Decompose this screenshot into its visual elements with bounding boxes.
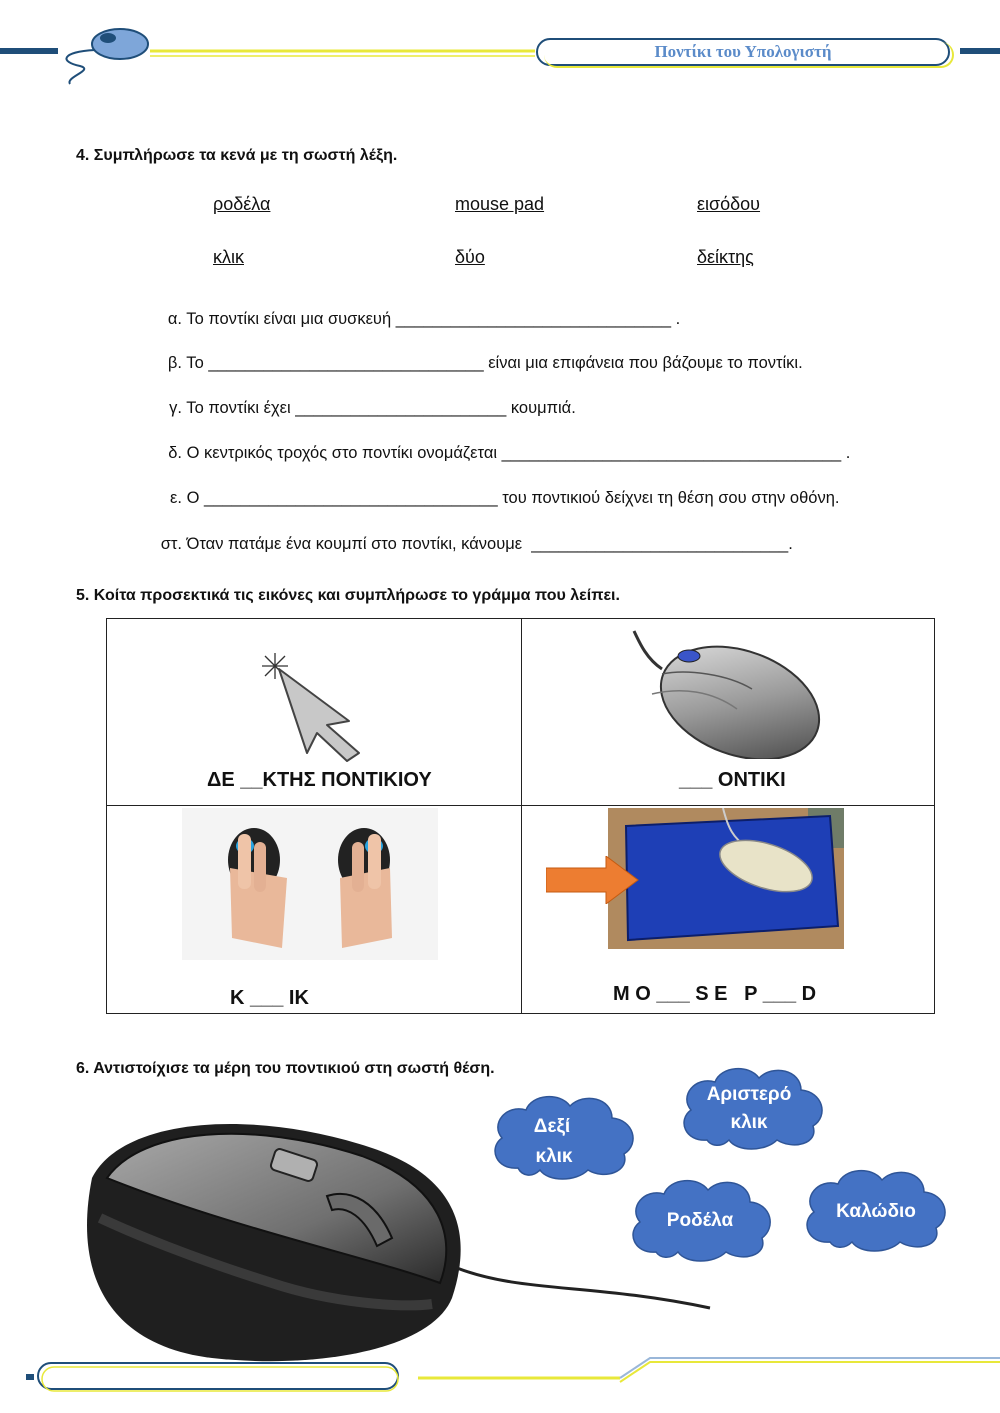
cell-label: Μ Ο ___ S E P ___ D	[613, 983, 817, 1005]
cell-label: ΔΕ __ΚΤΗΣ ΠΟΝΤΙΚΙΟΥ	[207, 769, 432, 791]
cell-label: ___ ΟΝΤΙΚΙ	[679, 769, 786, 791]
sentence-label: β.	[167, 354, 182, 372]
sentence-text: Το ______________________________ είναι μια επιφάνεια που βάζουμε το ποντίκι.	[186, 354, 803, 372]
page-title: Ποντίκι του Υπολογιστή	[536, 38, 950, 66]
sentence-text: Όταν πατάμε ένα κουμπί στο ποντίκι, κάνουμε ____________________________.	[186, 535, 793, 553]
cloud-label-cable	[800, 1164, 952, 1254]
cloud-text: κλικ	[535, 1146, 573, 1167]
word-bank-item: δύο	[455, 247, 485, 267]
cloud-text: Ροδέλα	[666, 1210, 734, 1231]
word-bank-item: δείκτης	[697, 247, 754, 267]
fill-sentence	[146, 354, 803, 373]
orange-arrow-icon	[546, 856, 642, 904]
computer-mouse-icon	[632, 629, 822, 759]
hands-clicking-icon	[182, 808, 438, 960]
cloud-label-scroll-wheel	[626, 1174, 776, 1264]
fill-sentence	[146, 444, 850, 463]
sentence-text: Ο κεντρικός τροχός στο ποντίκι ονομάζεται _____________________________________ .	[186, 444, 851, 462]
sentence-label: ε.	[170, 489, 182, 507]
word-bank-item: ροδέλα	[213, 194, 271, 214]
footer-decoration	[0, 1350, 1000, 1400]
pointer-cursor-icon	[257, 649, 367, 764]
mouse-pad-photo	[608, 808, 844, 949]
cloud-text: Δεξί	[533, 1116, 571, 1137]
mouse-logo-icon	[66, 29, 148, 84]
word-bank-item: κλικ	[213, 247, 244, 267]
word-bank-item: mouse pad	[455, 194, 545, 214]
section6-title: 6. Αντιστοίχισε τα μέρη του ποντικιού στη σωστή θέση.	[76, 1060, 495, 1077]
sentence-text: Ο ________________________________ του ποντικιού δείχνει τη θέση σου στην οθόνη.	[186, 489, 840, 507]
cloud-text: Καλώδιο	[836, 1201, 916, 1222]
word-bank-item: εισόδου	[697, 194, 761, 214]
fill-sentence	[146, 310, 680, 329]
sentence-label: α.	[167, 310, 182, 328]
cell-label: Κ ___ ΙΚ	[230, 987, 309, 1009]
cloud-text: Αριστερό	[706, 1084, 792, 1105]
fill-sentence	[146, 535, 793, 554]
cloud-label-left-click	[677, 1062, 829, 1150]
sentence-label: δ.	[168, 444, 182, 462]
fill-sentence	[146, 489, 839, 508]
picture-grid	[106, 618, 935, 1014]
sentence-text: Το ποντίκι έχει _______________________ κουμπιά.	[186, 399, 576, 417]
sentence-label: γ.	[169, 399, 182, 417]
section4-title: 4. Συμπλήρωσε τα κενά με τη σωστή λέξη.	[76, 147, 398, 164]
fill-sentence	[146, 399, 576, 418]
section5-title: 5. Κοίτα προσεκτικά τις εικόνες και συμπλήρωσε το γράμμα που λείπει.	[76, 587, 620, 604]
sentence-label: στ.	[160, 535, 182, 553]
cloud-label-right-click	[488, 1088, 640, 1180]
sentence-text: Το ποντίκι είναι μια συσκευή ______________________________ .	[186, 310, 681, 328]
cloud-text: κλικ	[730, 1112, 768, 1133]
